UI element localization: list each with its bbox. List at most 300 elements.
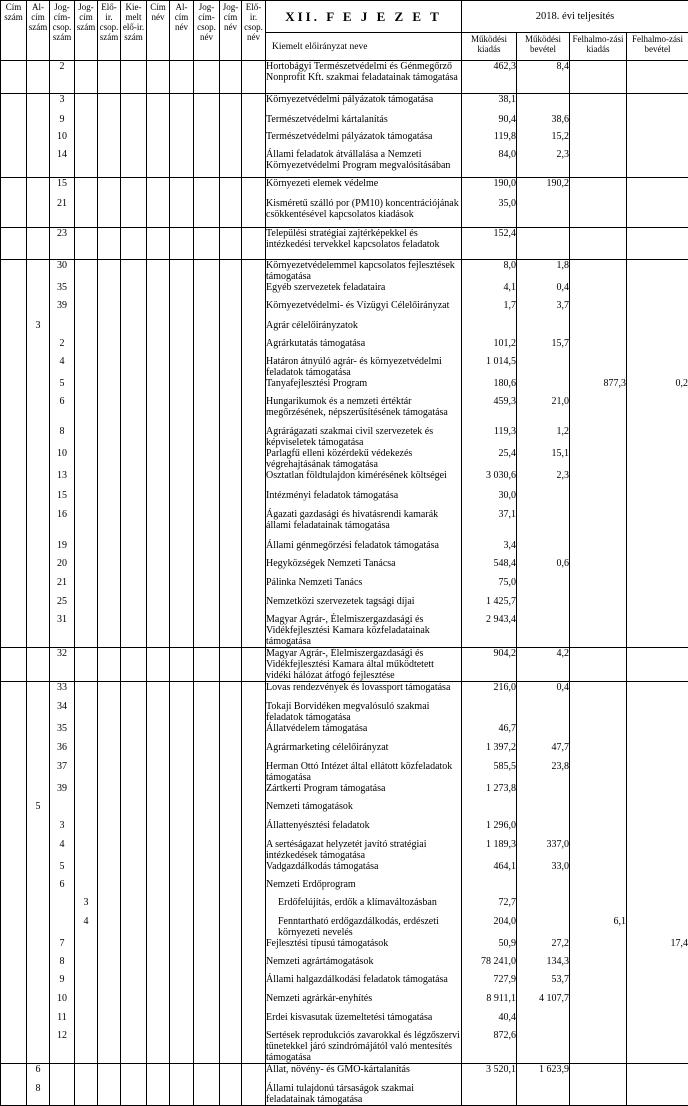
row-felhalmozasi-bevetel [627,198,688,228]
row-jogcim-nev [220,993,242,1012]
row-eloir-csop-szam [98,701,121,723]
row-jogcim-csop-szam: 23 [50,228,75,260]
row-alcim-szam [27,378,50,396]
row-mukodesi-kiadas [462,320,517,338]
row-alcim-nev [170,974,194,993]
row-jogcim-szam: 3 [75,897,98,916]
row-jogcim-szam [75,448,98,470]
row-cim-szam [1,1063,27,1083]
row-mukodesi-bevetel: 33,0 [517,861,570,879]
row-felhalmozasi-bevetel [627,577,688,596]
row-felhalmozasi-bevetel [627,839,688,861]
row-felhalmozasi-bevetel [627,879,688,897]
row-eloir-csop-nev [242,596,266,614]
row-eloir-csop-szam [98,614,121,648]
row-alcim-nev [170,839,194,861]
row-alcim-szam [27,1030,50,1064]
row-jogcim-szam [75,938,98,956]
row-jogcim-csop-szam: 21 [50,198,75,228]
row-name: Nemzeti támogatások [266,801,462,820]
row-mukodesi-kiadas: 1 425,7 [462,596,517,614]
row-eloir-csop-nev [242,1083,266,1106]
row-eloir-csop-szam [98,839,121,861]
row-felhalmozasi-kiadas [570,490,627,509]
row-jogcim-szam [75,558,98,577]
table-row [1,356,688,378]
row-kiemelt-szam [121,260,147,283]
row-kiemelt-szam [121,61,147,94]
row-kiemelt-szam [121,801,147,820]
row-felhalmozasi-kiadas [570,114,627,131]
row-cim-nev [147,260,170,283]
row-mukodesi-kiadas: 1 014,5 [462,356,517,378]
row-jogcim-csop-szam: 2 [50,338,75,356]
row-felhalmozasi-kiadas [570,282,627,300]
row-eloir-csop-nev [242,897,266,916]
row-felhalmozasi-kiadas [570,956,627,974]
row-mukodesi-kiadas: 3 030,6 [462,470,517,490]
row-kiemelt-szam [121,761,147,783]
row-felhalmozasi-kiadas [570,861,627,879]
row-jogcim-szam [75,356,98,378]
row-jogcim-csop-szam [50,801,75,820]
row-mukodesi-bevetel: 4 107,7 [517,993,570,1012]
row-felhalmozasi-bevetel [627,648,688,682]
row-cim-nev [147,149,170,178]
row-jogcim-szam [75,783,98,801]
row-eloir-csop-nev [242,61,266,94]
row-felhalmozasi-kiadas: 6,1 [570,916,627,938]
row-eloir-csop-nev [242,540,266,558]
row-cim-nev [147,490,170,509]
row-kiemelt-szam [121,228,147,260]
row-felhalmozasi-bevetel [627,783,688,801]
row-name: Osztatlan földtulajdon kimérésének költségei [266,470,462,490]
row-eloir-csop-szam [98,879,121,897]
row-felhalmozasi-kiadas [570,577,627,596]
row-jogcim-szam [75,761,98,783]
row-jogcim-csop-szam: 35 [50,282,75,300]
row-cim-nev [147,356,170,378]
row-alcim-nev [170,198,194,228]
row-kiemelt-szam [121,596,147,614]
row-alcim-szam [27,131,50,149]
row-alcim-nev [170,577,194,596]
row-alcim-nev [170,1063,194,1083]
row-jogcim-szam [75,540,98,558]
row-jogcim-csop-nev [194,300,220,320]
row-jogcim-csop-nev [194,701,220,723]
row-eloir-csop-szam [98,490,121,509]
row-kiemelt-szam [121,897,147,916]
row-mukodesi-kiadas: 3,4 [462,540,517,558]
row-cim-szam [1,783,27,801]
row-felhalmozasi-bevetel [627,701,688,723]
row-cim-szam [1,938,27,956]
row-felhalmozasi-kiadas [570,198,627,228]
row-cim-szam [1,94,27,114]
row-alcim-szam [27,448,50,470]
row-mukodesi-bevetel: 134,3 [517,956,570,974]
row-jogcim-nev [220,742,242,761]
row-kiemelt-szam [121,1083,147,1106]
row-eloir-csop-szam [98,916,121,938]
row-mukodesi-bevetel [517,801,570,820]
row-jogcim-szam [75,701,98,723]
table-row [1,861,688,879]
row-mukodesi-kiadas: 8 911,1 [462,993,517,1012]
row-felhalmozasi-kiadas [570,1083,627,1106]
row-name: Magyar Agrár-, Élelmiszergazdasági és Vidékfejlesztési Kamara közfeladatainak támogatása [266,614,462,648]
row-jogcim-nev [220,897,242,916]
row-jogcim-szam [75,94,98,114]
table-row [1,396,688,426]
row-alcim-szam [27,558,50,577]
row-jogcim-szam [75,228,98,260]
table-row [1,114,688,131]
row-jogcim-csop-szam: 9 [50,974,75,993]
row-jogcim-szam [75,839,98,861]
row-alcim-nev [170,320,194,338]
row-felhalmozasi-kiadas: 877,3 [570,378,627,396]
row-mukodesi-kiadas: 1 189,3 [462,839,517,861]
row-jogcim-nev [220,956,242,974]
row-mukodesi-kiadas [462,1083,517,1106]
row-jogcim-nev [220,114,242,131]
row-eloir-csop-szam [98,178,121,198]
row-eloir-csop-szam [98,993,121,1012]
row-eloir-csop-nev [242,356,266,378]
row-felhalmozasi-kiadas [570,558,627,577]
row-cim-szam [1,378,27,396]
row-cim-szam [1,577,27,596]
row-jogcim-csop-szam: 39 [50,300,75,320]
row-mukodesi-bevetel: 1,8 [517,260,570,283]
row-jogcim-csop-nev [194,682,220,701]
row-eloir-csop-nev [242,839,266,861]
row-mukodesi-bevetel [517,897,570,916]
row-mukodesi-kiadas: 72,7 [462,897,517,916]
row-eloir-csop-nev [242,426,266,448]
row-mukodesi-bevetel: 0,6 [517,558,570,577]
col-mukodesi-bevetel: Működési bevétel [517,33,570,61]
row-jogcim-szam [75,820,98,839]
row-jogcim-csop-szam: 7 [50,938,75,956]
row-kiemelt-szam [121,378,147,396]
row-cim-szam [1,338,27,356]
row-felhalmozasi-kiadas [570,1012,627,1030]
row-felhalmozasi-kiadas [570,938,627,956]
row-cim-szam [1,490,27,509]
row-mukodesi-bevetel: 1,2 [517,426,570,448]
row-eloir-csop-szam [98,509,121,540]
row-felhalmozasi-kiadas [570,723,627,742]
row-jogcim-nev [220,540,242,558]
row-mukodesi-kiadas: 548,4 [462,558,517,577]
row-cim-nev [147,1012,170,1030]
row-cim-nev [147,61,170,94]
row-mukodesi-kiadas: 30,0 [462,490,517,509]
row-eloir-csop-nev [242,761,266,783]
row-mukodesi-kiadas: 101,2 [462,338,517,356]
row-felhalmozasi-bevetel [627,149,688,178]
row-cim-nev [147,558,170,577]
row-name: Vadgazdálkodás támogatása [266,861,462,879]
table-header [1,1,688,61]
row-eloir-csop-nev [242,178,266,198]
row-cim-nev [147,378,170,396]
row-cim-nev [147,1030,170,1064]
row-mukodesi-kiadas: 204,0 [462,916,517,938]
row-jogcim-szam [75,861,98,879]
row-cim-szam [1,228,27,260]
row-mukodesi-bevetel: 47,7 [517,742,570,761]
row-felhalmozasi-bevetel [627,356,688,378]
table-row [1,820,688,839]
row-alcim-nev [170,540,194,558]
row-eloir-csop-szam [98,897,121,916]
row-eloir-csop-szam [98,338,121,356]
row-cim-szam [1,426,27,448]
row-name: Tanyafejlesztési Program [266,378,462,396]
row-mukodesi-kiadas: 152,4 [462,228,517,260]
row-alcim-szam [27,879,50,897]
row-jogcim-szam [75,509,98,540]
row-eloir-csop-szam [98,783,121,801]
row-jogcim-csop-nev [194,338,220,356]
row-alcim-szam [27,228,50,260]
row-jogcim-csop-nev [194,320,220,338]
row-eloir-csop-nev [242,993,266,1012]
row-name: Erdei kisvasutak üzemeltetési támogatása [266,1012,462,1030]
row-cim-szam [1,956,27,974]
table-row [1,198,688,228]
row-eloir-csop-szam [98,470,121,490]
row-felhalmozasi-kiadas [570,149,627,178]
row-alcim-nev [170,897,194,916]
row-cim-nev [147,801,170,820]
row-felhalmozasi-bevetel [627,396,688,426]
row-cim-szam [1,114,27,131]
row-eloir-csop-nev [242,282,266,300]
row-alcim-nev [170,396,194,426]
row-mukodesi-bevetel [517,540,570,558]
row-jogcim-csop-szam: 32 [50,648,75,682]
row-eloir-csop-nev [242,300,266,320]
row-jogcim-nev [220,879,242,897]
row-eloir-csop-nev [242,742,266,761]
row-eloir-csop-szam [98,861,121,879]
year-title: 2018. évi teljesítés [462,1,688,33]
row-jogcim-csop-szam: 8 [50,426,75,448]
row-mukodesi-bevetel: 23,8 [517,761,570,783]
col-jogcim-szam: Jog-cím szám [75,1,98,61]
row-kiemelt-szam [121,974,147,993]
row-mukodesi-kiadas: 119,3 [462,426,517,448]
row-alcim-nev [170,1083,194,1106]
row-jogcim-csop-nev [194,558,220,577]
row-alcim-nev [170,1012,194,1030]
row-jogcim-csop-szam [50,897,75,916]
row-felhalmozasi-bevetel [627,974,688,993]
row-name: Természetvédelmi pályázatok támogatása [266,131,462,149]
row-felhalmozasi-bevetel [627,509,688,540]
row-cim-nev [147,178,170,198]
table-row [1,879,688,897]
row-alcim-szam [27,470,50,490]
row-eloir-csop-szam [98,938,121,956]
col-jogcim-nev: Jog-cím név [220,1,242,61]
row-eloir-csop-nev [242,558,266,577]
table-row [1,338,688,356]
row-alcim-nev [170,282,194,300]
table-row [1,682,688,701]
table-row [1,723,688,742]
row-name: Parlagfű elleni közérdekű védekezés végrehajtásának támogatása [266,448,462,470]
row-name: Állami génmegőrzési feladatok támogatása [266,540,462,558]
row-mukodesi-kiadas: 78 241,0 [462,956,517,974]
row-felhalmozasi-bevetel [627,1012,688,1030]
row-kiemelt-szam [121,879,147,897]
row-eloir-csop-szam [98,396,121,426]
row-jogcim-csop-nev [194,938,220,956]
row-alcim-szam [27,861,50,879]
row-cim-szam [1,300,27,320]
row-jogcim-csop-szam [50,1083,75,1106]
row-eloir-csop-nev [242,820,266,839]
row-name: Ágazati gazdasági és hivatásrendi kamarák állami feladatainak támogatása [266,509,462,540]
row-felhalmozasi-bevetel [627,94,688,114]
row-cim-nev [147,338,170,356]
row-kiemelt-szam [121,114,147,131]
row-alcim-nev [170,861,194,879]
row-eloir-csop-nev [242,490,266,509]
row-jogcim-csop-nev [194,198,220,228]
row-kiemelt-szam [121,701,147,723]
row-mukodesi-kiadas: 84,0 [462,149,517,178]
table-row [1,1083,688,1106]
row-felhalmozasi-kiadas [570,783,627,801]
row-alcim-nev [170,742,194,761]
row-felhalmozasi-kiadas [570,61,627,94]
row-name: Nemzetközi szervezetek tagsági díjai [266,596,462,614]
row-felhalmozasi-bevetel [627,300,688,320]
row-felhalmozasi-bevetel [627,282,688,300]
row-alcim-szam [27,396,50,426]
row-jogcim-csop-nev [194,648,220,682]
col-alcim-szam: Al-cím szám [27,1,50,61]
row-jogcim-csop-nev [194,879,220,897]
row-jogcim-csop-szam [50,320,75,338]
table-row [1,1030,688,1064]
row-jogcim-szam: 4 [75,916,98,938]
row-mukodesi-kiadas: 119,8 [462,131,517,149]
table-row [1,300,688,320]
row-kiemelt-szam [121,282,147,300]
row-felhalmozasi-bevetel [627,228,688,260]
row-mukodesi-kiadas: 216,0 [462,682,517,701]
row-felhalmozasi-kiadas [570,701,627,723]
row-jogcim-csop-szam: 3 [50,820,75,839]
row-eloir-csop-nev [242,378,266,396]
row-felhalmozasi-kiadas [570,801,627,820]
row-felhalmozasi-kiadas [570,426,627,448]
row-kiemelt-szam [121,820,147,839]
row-kiemelt-szam [121,396,147,426]
row-eloir-csop-szam [98,1012,121,1030]
row-name: Természetvédelmi kártalanítás [266,114,462,131]
table-row [1,614,688,648]
row-jogcim-csop-szam: 4 [50,839,75,861]
row-jogcim-szam [75,470,98,490]
row-eloir-csop-nev [242,577,266,596]
table-row [1,956,688,974]
row-cim-nev [147,897,170,916]
row-alcim-szam [27,300,50,320]
row-jogcim-nev [220,558,242,577]
row-jogcim-szam [75,149,98,178]
row-name: Határon átnyúló agrár- és környezetvédelmi feladatok támogatása [266,356,462,378]
row-eloir-csop-nev [242,701,266,723]
row-kiemelt-szam [121,356,147,378]
row-name: Környezetvédelmi pályázatok támogatása [266,94,462,114]
row-felhalmozasi-kiadas [570,682,627,701]
row-eloir-csop-nev [242,916,266,938]
row-mukodesi-bevetel: 0,4 [517,682,570,701]
row-eloir-csop-nev [242,861,266,879]
row-jogcim-csop-nev [194,426,220,448]
row-alcim-nev [170,131,194,149]
row-jogcim-csop-nev [194,974,220,993]
row-kiemelt-szam [121,198,147,228]
row-mukodesi-kiadas [462,879,517,897]
row-alcim-szam [27,956,50,974]
row-mukodesi-kiadas: 1 273,8 [462,783,517,801]
row-jogcim-szam [75,648,98,682]
row-eloir-csop-nev [242,228,266,260]
row-cim-nev [147,577,170,596]
row-name: Tokaji Borvidéken megvalósuló szakmai feladatok támogatása [266,701,462,723]
row-alcim-szam: 5 [27,801,50,820]
row-name: Hegyközségek Nemzeti Tanácsa [266,558,462,577]
row-eloir-csop-nev [242,682,266,701]
row-cim-nev [147,320,170,338]
row-alcim-nev [170,993,194,1012]
row-jogcim-nev [220,1063,242,1083]
row-jogcim-csop-nev [194,801,220,820]
row-mukodesi-bevetel: 0,4 [517,282,570,300]
col-cim-nev: Cím név [147,1,170,61]
row-name: Sertések reprodukciós zavarokkal és légzőszervi tünetekkel járó szindrómájától való mentesítés támogatása [266,1030,462,1064]
row-alcim-nev [170,356,194,378]
row-mukodesi-kiadas: 35,0 [462,198,517,228]
row-jogcim-szam [75,490,98,509]
row-alcim-szam [27,839,50,861]
row-kiemelt-szam [121,648,147,682]
row-felhalmozasi-bevetel [627,820,688,839]
row-alcim-szam [27,114,50,131]
table-row [1,260,688,283]
col-mukodesi-kiadas: Működési kiadás [462,33,517,61]
row-jogcim-csop-szam: 13 [50,470,75,490]
row-cim-nev [147,228,170,260]
row-felhalmozasi-bevetel [627,993,688,1012]
row-cim-nev [147,839,170,861]
row-eloir-csop-szam [98,356,121,378]
row-jogcim-csop-szam: 8 [50,956,75,974]
row-alcim-nev [170,938,194,956]
row-cim-nev [147,861,170,879]
